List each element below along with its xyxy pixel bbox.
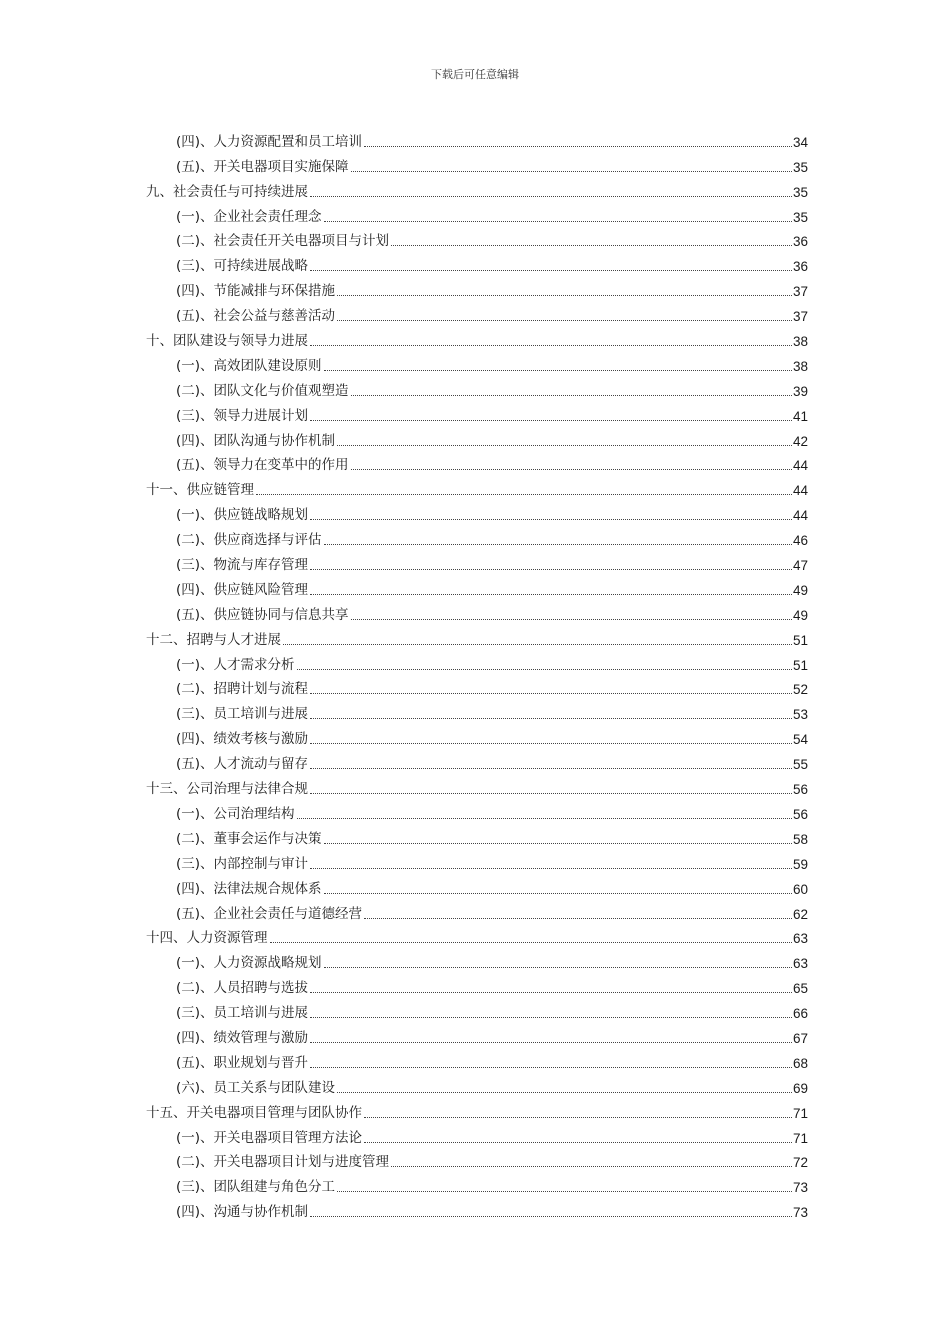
toc-entry-title: (四)、绩效考核与激励 bbox=[176, 731, 309, 748]
toc-entry-title: 十三、公司治理与法律合规 bbox=[146, 781, 308, 798]
toc-page-number: 59 bbox=[792, 856, 808, 872]
toc-entry-title: (一)、供应链战略规划 bbox=[176, 507, 309, 524]
toc-entry-title: 九、社会责任与可持续进展 bbox=[146, 183, 308, 200]
toc-page-number: 63 bbox=[792, 931, 808, 947]
toc-dot-leader bbox=[391, 245, 792, 246]
toc-section-entry[interactable] bbox=[146, 201, 808, 226]
toc-entry-title: (三)、内部控制与审计 bbox=[176, 855, 309, 872]
toc-dot-leader bbox=[324, 544, 792, 545]
toc-entry-title: (五)、领导力在变革中的作用 bbox=[176, 457, 349, 474]
toc-page-number: 56 bbox=[792, 806, 808, 822]
toc-entry-title: (一)、高效团队建设原则 bbox=[176, 357, 322, 374]
toc-entry-title: (三)、团队组建与角色分工 bbox=[176, 1179, 336, 1196]
toc-dot-leader bbox=[310, 1017, 792, 1018]
toc-section-entry[interactable] bbox=[146, 1171, 808, 1196]
toc-chapter-entry[interactable] bbox=[146, 624, 808, 649]
toc-entry-title: (一)、人才需求分析 bbox=[176, 656, 295, 673]
toc-entry-title: (四)、法律法规合规体系 bbox=[176, 880, 322, 897]
toc-dot-leader bbox=[337, 1092, 792, 1093]
toc-page-number: 35 bbox=[792, 209, 808, 225]
toc-page-number: 39 bbox=[792, 383, 808, 399]
toc-section-entry[interactable] bbox=[146, 250, 808, 275]
toc-section-entry[interactable] bbox=[146, 898, 808, 923]
toc-entry-title: (四)、供应链风险管理 bbox=[176, 581, 309, 598]
toc-page-number: 71 bbox=[792, 1130, 808, 1146]
toc-dot-leader bbox=[310, 1042, 792, 1043]
toc-chapter-entry[interactable] bbox=[146, 773, 808, 798]
toc-chapter-entry[interactable] bbox=[146, 325, 808, 350]
toc-entry-title: (五)、社会公益与慈善活动 bbox=[176, 308, 336, 325]
toc-dot-leader bbox=[364, 1142, 792, 1143]
toc-entry-title: (三)、员工培训与进展 bbox=[176, 706, 309, 723]
toc-dot-leader bbox=[324, 843, 792, 844]
toc-section-entry[interactable] bbox=[146, 1122, 808, 1147]
toc-page-number: 35 bbox=[792, 159, 808, 175]
toc-entry-title: (一)、公司治理结构 bbox=[176, 805, 295, 822]
toc-dot-leader bbox=[310, 992, 792, 993]
toc-dot-leader bbox=[310, 345, 792, 346]
toc-entry-title: (二)、社会责任开关电器项目与计划 bbox=[176, 233, 390, 250]
toc-page-number: 69 bbox=[792, 1080, 808, 1096]
toc-dot-leader bbox=[270, 942, 792, 943]
toc-page-number: 52 bbox=[792, 682, 808, 698]
toc-dot-leader bbox=[310, 768, 792, 769]
toc-page-number: 49 bbox=[792, 582, 808, 598]
toc-dot-leader bbox=[351, 395, 792, 396]
toc-page-number: 72 bbox=[792, 1155, 808, 1171]
toc-section-entry[interactable] bbox=[146, 226, 808, 251]
toc-dot-leader bbox=[391, 1166, 792, 1167]
toc-page-number: 73 bbox=[792, 1180, 808, 1196]
toc-entry-title: (二)、人员招聘与选拔 bbox=[176, 980, 309, 997]
toc-chapter-entry[interactable] bbox=[146, 923, 808, 948]
toc-dot-leader bbox=[310, 793, 792, 794]
toc-dot-leader bbox=[364, 146, 792, 147]
toc-section-entry[interactable] bbox=[146, 823, 808, 848]
toc-section-entry[interactable] bbox=[146, 375, 808, 400]
toc-section-entry[interactable] bbox=[146, 848, 808, 873]
toc-dot-leader bbox=[310, 270, 792, 271]
toc-page-number: 51 bbox=[792, 657, 808, 673]
toc-page-number: 58 bbox=[792, 831, 808, 847]
toc-section-entry[interactable] bbox=[146, 1022, 808, 1047]
toc-page-number: 71 bbox=[792, 1105, 808, 1121]
toc-section-entry[interactable] bbox=[146, 997, 808, 1022]
toc-section-entry[interactable] bbox=[146, 400, 808, 425]
toc-dot-leader bbox=[310, 519, 792, 520]
toc-page-number: 60 bbox=[792, 881, 808, 897]
toc-dot-leader bbox=[310, 868, 792, 869]
toc-page-number: 51 bbox=[792, 632, 808, 648]
toc-page-number: 68 bbox=[792, 1055, 808, 1071]
toc-page-number: 47 bbox=[792, 558, 808, 574]
toc-dot-leader bbox=[337, 1191, 792, 1192]
toc-section-entry[interactable] bbox=[146, 1072, 808, 1097]
toc-dot-leader bbox=[364, 1117, 792, 1118]
toc-page-number: 38 bbox=[792, 358, 808, 374]
toc-section-entry[interactable] bbox=[146, 748, 808, 773]
toc-page-number: 38 bbox=[792, 334, 808, 350]
toc-dot-leader bbox=[337, 295, 792, 296]
page-header: 下载后可任意编辑 bbox=[431, 68, 519, 81]
toc-entry-title: (四)、沟通与协作机制 bbox=[176, 1204, 309, 1221]
toc-section-entry[interactable] bbox=[146, 151, 808, 176]
toc-section-entry[interactable] bbox=[146, 1047, 808, 1072]
toc-page-number: 44 bbox=[792, 508, 808, 524]
toc-page-number: 49 bbox=[792, 607, 808, 623]
toc-entry-title: (一)、人力资源战略规划 bbox=[176, 955, 322, 972]
toc-entry-title: 十二、招聘与人才进展 bbox=[146, 631, 281, 648]
toc-page-number: 55 bbox=[792, 757, 808, 773]
toc-section-entry[interactable] bbox=[146, 350, 808, 375]
toc-entry-title: (五)、人才流动与留存 bbox=[176, 756, 309, 773]
toc-page-number: 73 bbox=[792, 1205, 808, 1221]
toc-section-entry[interactable] bbox=[146, 873, 808, 898]
toc-entry-title: (二)、团队文化与价值观塑造 bbox=[176, 382, 349, 399]
toc-dot-leader bbox=[283, 644, 792, 645]
toc-entry-title: (一)、开关电器项目管理方法论 bbox=[176, 1129, 363, 1146]
toc-entry-title: (一)、企业社会责任理念 bbox=[176, 208, 322, 225]
toc-dot-leader bbox=[324, 893, 792, 894]
toc-page-number: 63 bbox=[792, 956, 808, 972]
toc-dot-leader bbox=[337, 445, 792, 446]
toc-dot-leader bbox=[297, 818, 792, 819]
toc-section-entry[interactable] bbox=[146, 499, 808, 524]
toc-section-entry[interactable] bbox=[146, 300, 808, 325]
toc-entry-title: (四)、绩效管理与激励 bbox=[176, 1029, 309, 1046]
toc-dot-leader bbox=[364, 918, 792, 919]
toc-dot-leader bbox=[256, 494, 792, 495]
toc-entry-title: (六)、员工关系与团队建设 bbox=[176, 1079, 336, 1096]
toc-page-number: 41 bbox=[792, 408, 808, 424]
toc-entry-title: (三)、可持续进展战略 bbox=[176, 258, 309, 275]
toc-chapter-entry[interactable] bbox=[146, 176, 808, 201]
toc-dot-leader bbox=[324, 221, 792, 222]
table-of-contents bbox=[146, 126, 808, 1221]
toc-page-number: 53 bbox=[792, 707, 808, 723]
toc-entry-title: (二)、招聘计划与流程 bbox=[176, 681, 309, 698]
toc-page-number: 37 bbox=[792, 309, 808, 325]
toc-page-number: 36 bbox=[792, 259, 808, 275]
toc-entry-title: (五)、供应链协同与信息共享 bbox=[176, 606, 349, 623]
toc-page-number: 66 bbox=[792, 1006, 808, 1022]
toc-entry-title: (三)、领导力进展计划 bbox=[176, 407, 309, 424]
toc-page-number: 37 bbox=[792, 284, 808, 300]
toc-dot-leader bbox=[351, 619, 792, 620]
toc-page-number: 34 bbox=[792, 134, 808, 150]
toc-section-entry[interactable] bbox=[146, 698, 808, 723]
toc-section-entry[interactable] bbox=[146, 126, 808, 151]
toc-section-entry[interactable] bbox=[146, 972, 808, 997]
toc-entry-title: (四)、团队沟通与协作机制 bbox=[176, 432, 336, 449]
toc-section-entry[interactable] bbox=[146, 1196, 808, 1221]
toc-entry-title: (二)、供应商选择与评估 bbox=[176, 532, 322, 549]
toc-section-entry[interactable] bbox=[146, 947, 808, 972]
toc-page-number: 46 bbox=[792, 533, 808, 549]
toc-entry-title: (二)、开关电器项目计划与进度管理 bbox=[176, 1154, 390, 1171]
toc-dot-leader bbox=[337, 320, 792, 321]
toc-page-number: 67 bbox=[792, 1030, 808, 1046]
toc-section-entry[interactable] bbox=[146, 649, 808, 674]
toc-dot-leader bbox=[324, 967, 792, 968]
toc-section-entry[interactable] bbox=[146, 674, 808, 699]
toc-section-entry[interactable] bbox=[146, 723, 808, 748]
toc-chapter-entry[interactable] bbox=[146, 1097, 808, 1122]
toc-section-entry[interactable] bbox=[146, 425, 808, 450]
toc-section-entry[interactable] bbox=[146, 549, 808, 574]
toc-dot-leader bbox=[351, 171, 792, 172]
toc-entry-title: (三)、物流与库存管理 bbox=[176, 557, 309, 574]
toc-chapter-entry[interactable] bbox=[146, 474, 808, 499]
toc-section-entry[interactable] bbox=[146, 275, 808, 300]
toc-page-number: 54 bbox=[792, 732, 808, 748]
toc-page-number: 44 bbox=[792, 458, 808, 474]
toc-entry-title: (五)、企业社会责任与道德经营 bbox=[176, 905, 363, 922]
toc-section-entry[interactable] bbox=[146, 599, 808, 624]
toc-page-number: 65 bbox=[792, 981, 808, 997]
toc-dot-leader bbox=[351, 469, 792, 470]
toc-page-number: 36 bbox=[792, 234, 808, 250]
toc-dot-leader bbox=[310, 594, 792, 595]
toc-dot-leader bbox=[310, 743, 792, 744]
toc-dot-leader bbox=[310, 693, 792, 694]
toc-entry-title: (四)、节能减排与环保措施 bbox=[176, 283, 336, 300]
toc-dot-leader bbox=[324, 370, 792, 371]
toc-page-number: 62 bbox=[792, 906, 808, 922]
toc-section-entry[interactable] bbox=[146, 798, 808, 823]
toc-dot-leader bbox=[310, 569, 792, 570]
toc-dot-leader bbox=[310, 1216, 792, 1217]
toc-entry-title: (三)、员工培训与进展 bbox=[176, 1005, 309, 1022]
toc-section-entry[interactable] bbox=[146, 574, 808, 599]
toc-dot-leader bbox=[310, 196, 792, 197]
toc-entry-title: (二)、董事会运作与决策 bbox=[176, 830, 322, 847]
toc-dot-leader bbox=[310, 1067, 792, 1068]
toc-entry-title: (五)、开关电器项目实施保障 bbox=[176, 158, 349, 175]
toc-dot-leader bbox=[297, 669, 792, 670]
toc-dot-leader bbox=[310, 718, 792, 719]
toc-entry-title: (四)、人力资源配置和员工培训 bbox=[176, 133, 363, 150]
toc-page-number: 35 bbox=[792, 184, 808, 200]
toc-section-entry[interactable] bbox=[146, 450, 808, 475]
toc-entry-title: 十五、开关电器项目管理与团队协作 bbox=[146, 1104, 362, 1121]
toc-entry-title: 十、团队建设与领导力进展 bbox=[146, 333, 308, 350]
toc-page-number: 44 bbox=[792, 483, 808, 499]
toc-entry-title: 十一、供应链管理 bbox=[146, 482, 254, 499]
toc-page-number: 42 bbox=[792, 433, 808, 449]
toc-section-entry[interactable] bbox=[146, 524, 808, 549]
toc-section-entry[interactable] bbox=[146, 1147, 808, 1172]
toc-entry-title: 十四、人力资源管理 bbox=[146, 930, 268, 947]
toc-page-number: 56 bbox=[792, 782, 808, 798]
toc-entry-title: (五)、职业规划与晋升 bbox=[176, 1054, 309, 1071]
toc-dot-leader bbox=[310, 420, 792, 421]
